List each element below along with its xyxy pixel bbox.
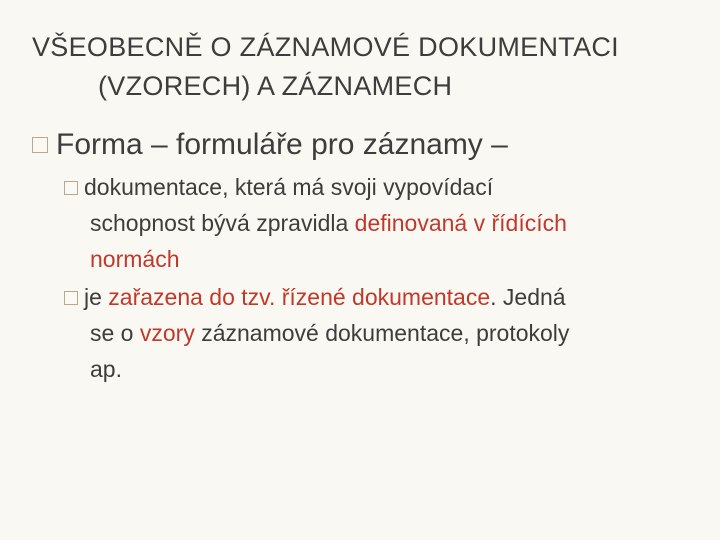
title-line-2: (VZORECH) A ZÁZNAMECH — [98, 71, 453, 101]
sub1-line-3: normách — [90, 246, 180, 272]
sub-bullet-zarazena — [64, 279, 694, 387]
sub2-line-2-a: se o — [90, 320, 140, 346]
sub-bullet-dokumentace — [64, 169, 694, 277]
sub2-line-2 — [64, 315, 694, 351]
sub2-highlight-rizena: zařazena do tzv. řízené dokumentace — [108, 284, 491, 310]
sub2-line-1-a: je — [84, 284, 109, 310]
sub1-highlight: definovaná v řídících — [354, 210, 567, 236]
title-line-1: VŠEOBECNĚ O ZÁZNAMOVÉ DOKUMENTACI — [32, 32, 619, 62]
sub2-line-3: ap. — [90, 356, 122, 382]
sub2-line-2-c: záznamové dokumentace, protokoly — [194, 320, 570, 346]
bullet-forma — [32, 127, 508, 163]
sub1-line-2 — [64, 205, 694, 241]
sub2-line-1-c: . Jedná — [490, 284, 566, 310]
hollow-square-bullet-icon — [64, 291, 78, 305]
sub1-line-1: dokumentace, která má svoji vypovídací — [84, 174, 494, 200]
bullet-forma-text: Forma – formuláře pro záznamy – — [56, 128, 508, 161]
sub2-highlight-vzory: vzory — [139, 320, 195, 346]
hollow-square-bullet-icon — [64, 181, 78, 195]
slide-title — [32, 28, 702, 106]
sub1-line-2-text: schopnost bývá zpravidla — [90, 210, 355, 236]
hollow-square-bullet-icon — [32, 137, 48, 153]
